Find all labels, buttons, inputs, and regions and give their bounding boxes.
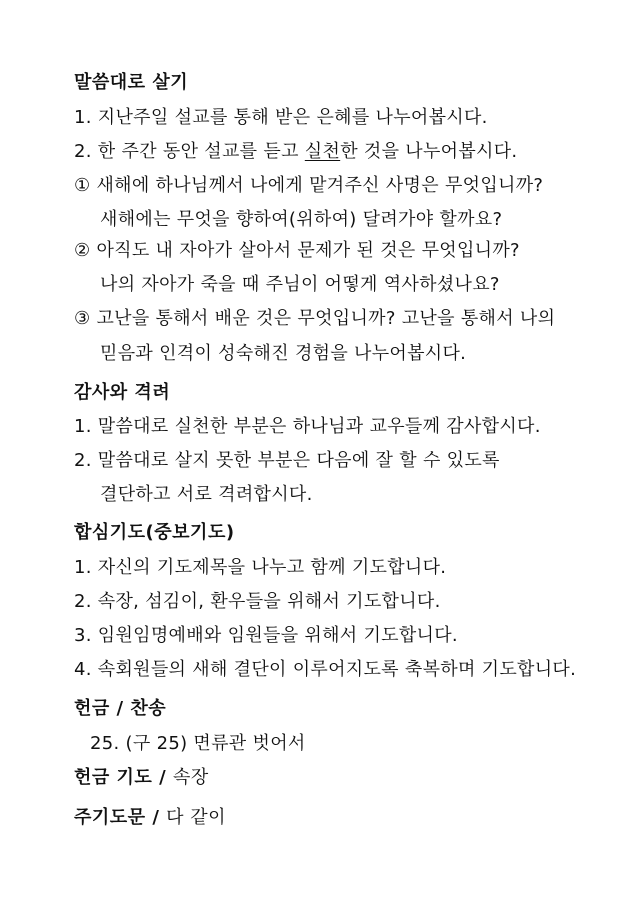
section-title-living-word: 말씀대로 살기 bbox=[74, 72, 189, 93]
section-title-offering-hymn: 헌금 / 찬송 bbox=[74, 698, 167, 719]
prayer-item-1: 1. 자신의 기도제목을 나누고 함께 기도합니다. bbox=[74, 557, 447, 578]
prayer-item-3: 3. 임원임명예배와 임원들을 위해서 기도합니다. bbox=[74, 625, 458, 646]
thanks-item-2-line-2: 결단하고 서로 격려합시다. bbox=[100, 484, 313, 505]
prayer-item-2: 2. 속장, 섬김이, 환우들을 위해서 기도합니다. bbox=[74, 591, 441, 612]
lords-prayer-value: 다 같이 bbox=[166, 807, 227, 828]
thanks-item-2-line-1: 2. 말씀대로 살지 못한 부분은 다음에 잘 할 수 있도록 bbox=[74, 450, 500, 471]
underlined-word-practice: 실천 bbox=[304, 141, 341, 162]
question-3-line-1: ③ 고난을 통해서 배운 것은 무엇입니까? 고난을 통해서 나의 bbox=[74, 308, 556, 329]
question-2-line-2: 나의 자아가 죽을 때 주님이 어떻게 역사하셨나요? bbox=[100, 274, 500, 295]
question-1-line-1: ① 새해에 하나님께서 나에게 맡겨주신 사명은 무엇입니까? bbox=[74, 175, 544, 196]
living-word-item-2-text-a: 2. 한 주간 동안 설교를 듣고 bbox=[74, 141, 305, 162]
lords-prayer-title: 주기도문 / bbox=[74, 807, 167, 828]
hymn-line: 25. (구 25) 면류관 벗어서 bbox=[90, 733, 306, 754]
offering-prayer-title: 헌금 기도 / bbox=[74, 767, 173, 788]
prayer-item-4: 4. 속회원들의 새해 결단이 이루어지도록 축복하며 기도합니다. bbox=[74, 659, 577, 680]
section-title-thanks: 감사와 격려 bbox=[74, 382, 171, 403]
question-3-line-2: 믿음과 인격이 성숙해진 경험을 나누어봅시다. bbox=[100, 343, 467, 364]
offering-prayer-line bbox=[74, 763, 209, 789]
question-1-line-2: 새해에는 무엇을 향하여(위하여) 달려가야 할까요? bbox=[100, 209, 503, 230]
living-word-item-1: 1. 지난주일 설교를 통해 받은 은혜를 나누어봅시다. bbox=[74, 107, 488, 128]
living-word-item-2-text-c: 한 것을 나누어봅시다. bbox=[340, 141, 518, 162]
thanks-item-1: 1. 말씀대로 실천한 부분은 하나님과 교우들께 감사합시다. bbox=[74, 416, 541, 437]
section-title-prayer: 합심기도(중보기도) bbox=[74, 522, 235, 543]
lords-prayer-line bbox=[74, 803, 226, 829]
offering-prayer-leader: 속장 bbox=[172, 767, 209, 788]
question-2-line-1: ② 아직도 내 자아가 살아서 문제가 된 것은 무엇입니까? bbox=[74, 240, 520, 261]
living-word-item-2 bbox=[74, 137, 517, 163]
